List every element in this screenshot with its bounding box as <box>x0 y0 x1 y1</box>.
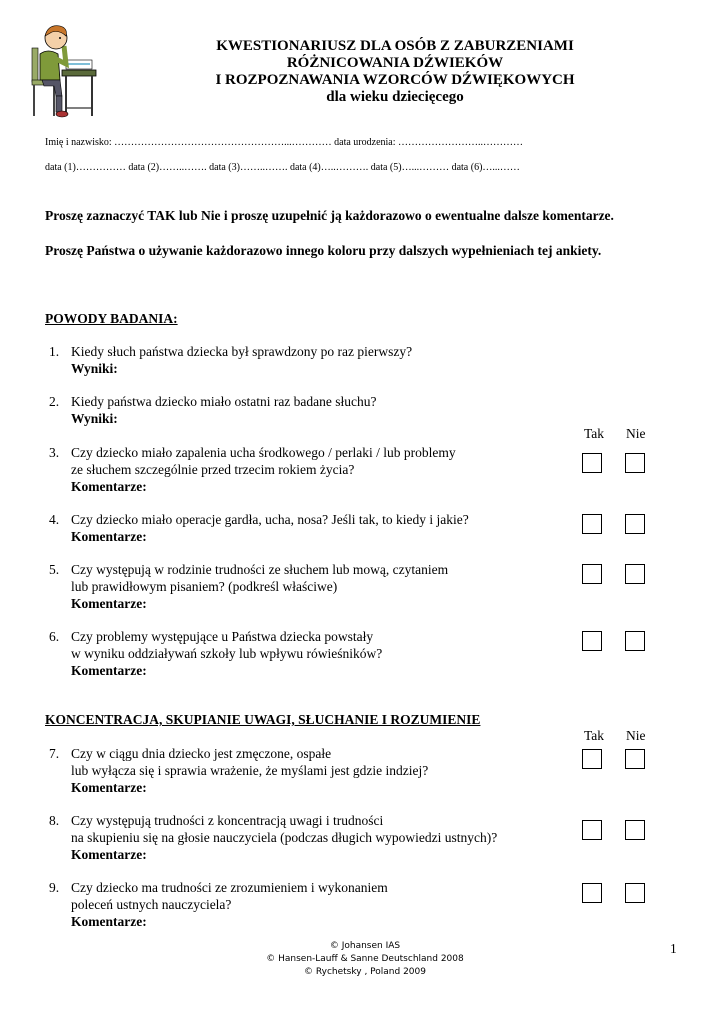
question-text: Kiedy słuch państwa dziecka był sprawdzony po raz pierwszy? <box>71 344 413 359</box>
document-title <box>150 38 640 106</box>
exam-dates-field[interactable]: data (1)…………… data (2)……..……. data (3)……..……. data (4)…..………. data (5)…...……… data (6)…...…… <box>45 162 520 173</box>
question-sublabel: Komentarze: <box>71 529 147 544</box>
question-3 <box>49 444 571 495</box>
question-text: Czy występują w rodzinie trudności ze słuchem lub mową, czytaniem <box>71 562 449 577</box>
copyright-line-1: © Johansen IAS <box>329 941 401 951</box>
question-number: 5. <box>49 562 60 577</box>
question-number: 4. <box>49 512 60 527</box>
question-9 <box>49 879 571 930</box>
question-7 <box>49 745 571 796</box>
question-6 <box>49 628 571 679</box>
q3-yes-checkbox[interactable] <box>582 453 602 473</box>
copyright-line-3: © Rychetsky , Poland 2009 <box>304 967 426 977</box>
q5-yes-checkbox[interactable] <box>582 564 602 584</box>
question-text: lub prawidłowym pisaniem? (podkreśl właściwe) <box>71 579 338 594</box>
question-number: 6. <box>49 629 60 644</box>
question-text: ze słuchem szczególnie przed trzecim rokiem życia? <box>71 462 355 477</box>
child-at-desk-illustration <box>26 18 98 120</box>
q8-no-checkbox[interactable] <box>625 820 645 840</box>
question-5 <box>49 561 571 612</box>
yes-column-header: Tak <box>584 728 605 743</box>
no-column-header: Nie <box>626 426 646 441</box>
question-sublabel: Komentarze: <box>71 914 147 929</box>
question-text: na skupieniu się na głosie nauczyciela (podczas długich wypowiedzi ustnych)? <box>71 830 498 845</box>
question-sublabel: Komentarze: <box>71 663 147 678</box>
instruction-2: Proszę Państwa o używanie każdorazowo innego koloru przy dalszych wypełnieniach tej ankiety. <box>45 243 602 258</box>
question-text: poleceń ustnych nauczyciela? <box>71 897 232 912</box>
question-text: Czy dziecko ma trudności ze zrozumieniem i wykonaniem <box>71 880 388 895</box>
question-text: Czy dziecko miało zapalenia ucha środkowego / perlaki / lub problemy <box>71 445 456 460</box>
question-sublabel: Komentarze: <box>71 847 147 862</box>
yes-column-header: Tak <box>584 426 605 441</box>
no-column-header: Nie <box>626 728 646 743</box>
question-number: 8. <box>49 813 60 828</box>
question-sublabel: Wyniki: <box>71 361 118 376</box>
q8-yes-checkbox[interactable] <box>582 820 602 840</box>
question-text: Czy problemy występujące u Państwa dziecka powstały <box>71 629 374 644</box>
question-number: 9. <box>49 880 60 895</box>
question-text: Czy występują trudności z koncentracją uwagi i trudności <box>71 813 384 828</box>
q6-no-checkbox[interactable] <box>625 631 645 651</box>
question-number: 3. <box>49 445 60 460</box>
title-line-1: KWESTIONARIUSZ DLA OSÓB Z ZABURZENIAMI <box>216 38 574 54</box>
question-sublabel: Komentarze: <box>71 479 147 494</box>
question-4 <box>49 511 571 545</box>
question-text: Kiedy państwa dziecko miało ostatni raz badane słuchu? <box>71 394 377 409</box>
question-sublabel: Komentarze: <box>71 596 147 611</box>
q4-no-checkbox[interactable] <box>625 514 645 534</box>
q6-yes-checkbox[interactable] <box>582 631 602 651</box>
question-text: Czy dziecko miało operacje gardła, ucha, nosa? Jeśli tak, to kiedy i jakie? <box>71 512 469 527</box>
question-text: w wyniku oddziaływań szkoły lub wpływu rówieśników? <box>71 646 383 661</box>
name-birthdate-field[interactable]: Imię i nazwisko: ……………………………………………...………… data urodzenia: ……………………..………… <box>45 137 524 148</box>
q3-no-checkbox[interactable] <box>625 453 645 473</box>
question-sublabel: Wyniki: <box>71 411 118 426</box>
q5-no-checkbox[interactable] <box>625 564 645 584</box>
question-8 <box>49 812 571 863</box>
question-number: 7. <box>49 746 60 761</box>
q9-yes-checkbox[interactable] <box>582 883 602 903</box>
title-line-3: I ROZPOZNAWANIA WZORCÓW DŹWIĘKOWYCH <box>215 72 575 88</box>
q9-no-checkbox[interactable] <box>625 883 645 903</box>
copyright-footer <box>200 940 530 979</box>
section-title-concentration: KONCENTRACJA, SKUPIANIE UWAGI, SŁUCHANIE I ROZUMIENIE <box>45 712 481 727</box>
title-line-4: dla wieku dziecięcego <box>326 89 464 105</box>
question-number: 2. <box>49 394 60 409</box>
question-1 <box>49 343 571 377</box>
question-sublabel: Komentarze: <box>71 780 147 795</box>
page-number: 1 <box>670 941 677 956</box>
question-2 <box>49 393 571 427</box>
q7-no-checkbox[interactable] <box>625 749 645 769</box>
question-text: Czy w ciągu dnia dziecko jest zmęczone, ospałe <box>71 746 332 761</box>
question-number: 1. <box>49 344 60 359</box>
q4-yes-checkbox[interactable] <box>582 514 602 534</box>
title-line-2: RÓŻNICOWANIA DŹWIEKÓW <box>286 55 504 71</box>
question-text: lub wyłącza się i sprawia wrażenie, że myślami jest gdzie indziej? <box>71 763 429 778</box>
copyright-line-2: © Hansen-Lauff & Sanne Deutschland 2008 <box>266 954 464 964</box>
instruction-1: Proszę zaznaczyć TAK lub Nie i proszę uzupełnić ją każdorazowo o ewentualne dalsze komentarze. <box>45 208 614 223</box>
q7-yes-checkbox[interactable] <box>582 749 602 769</box>
section-title-reasons: POWODY BADANIA: <box>45 311 178 326</box>
